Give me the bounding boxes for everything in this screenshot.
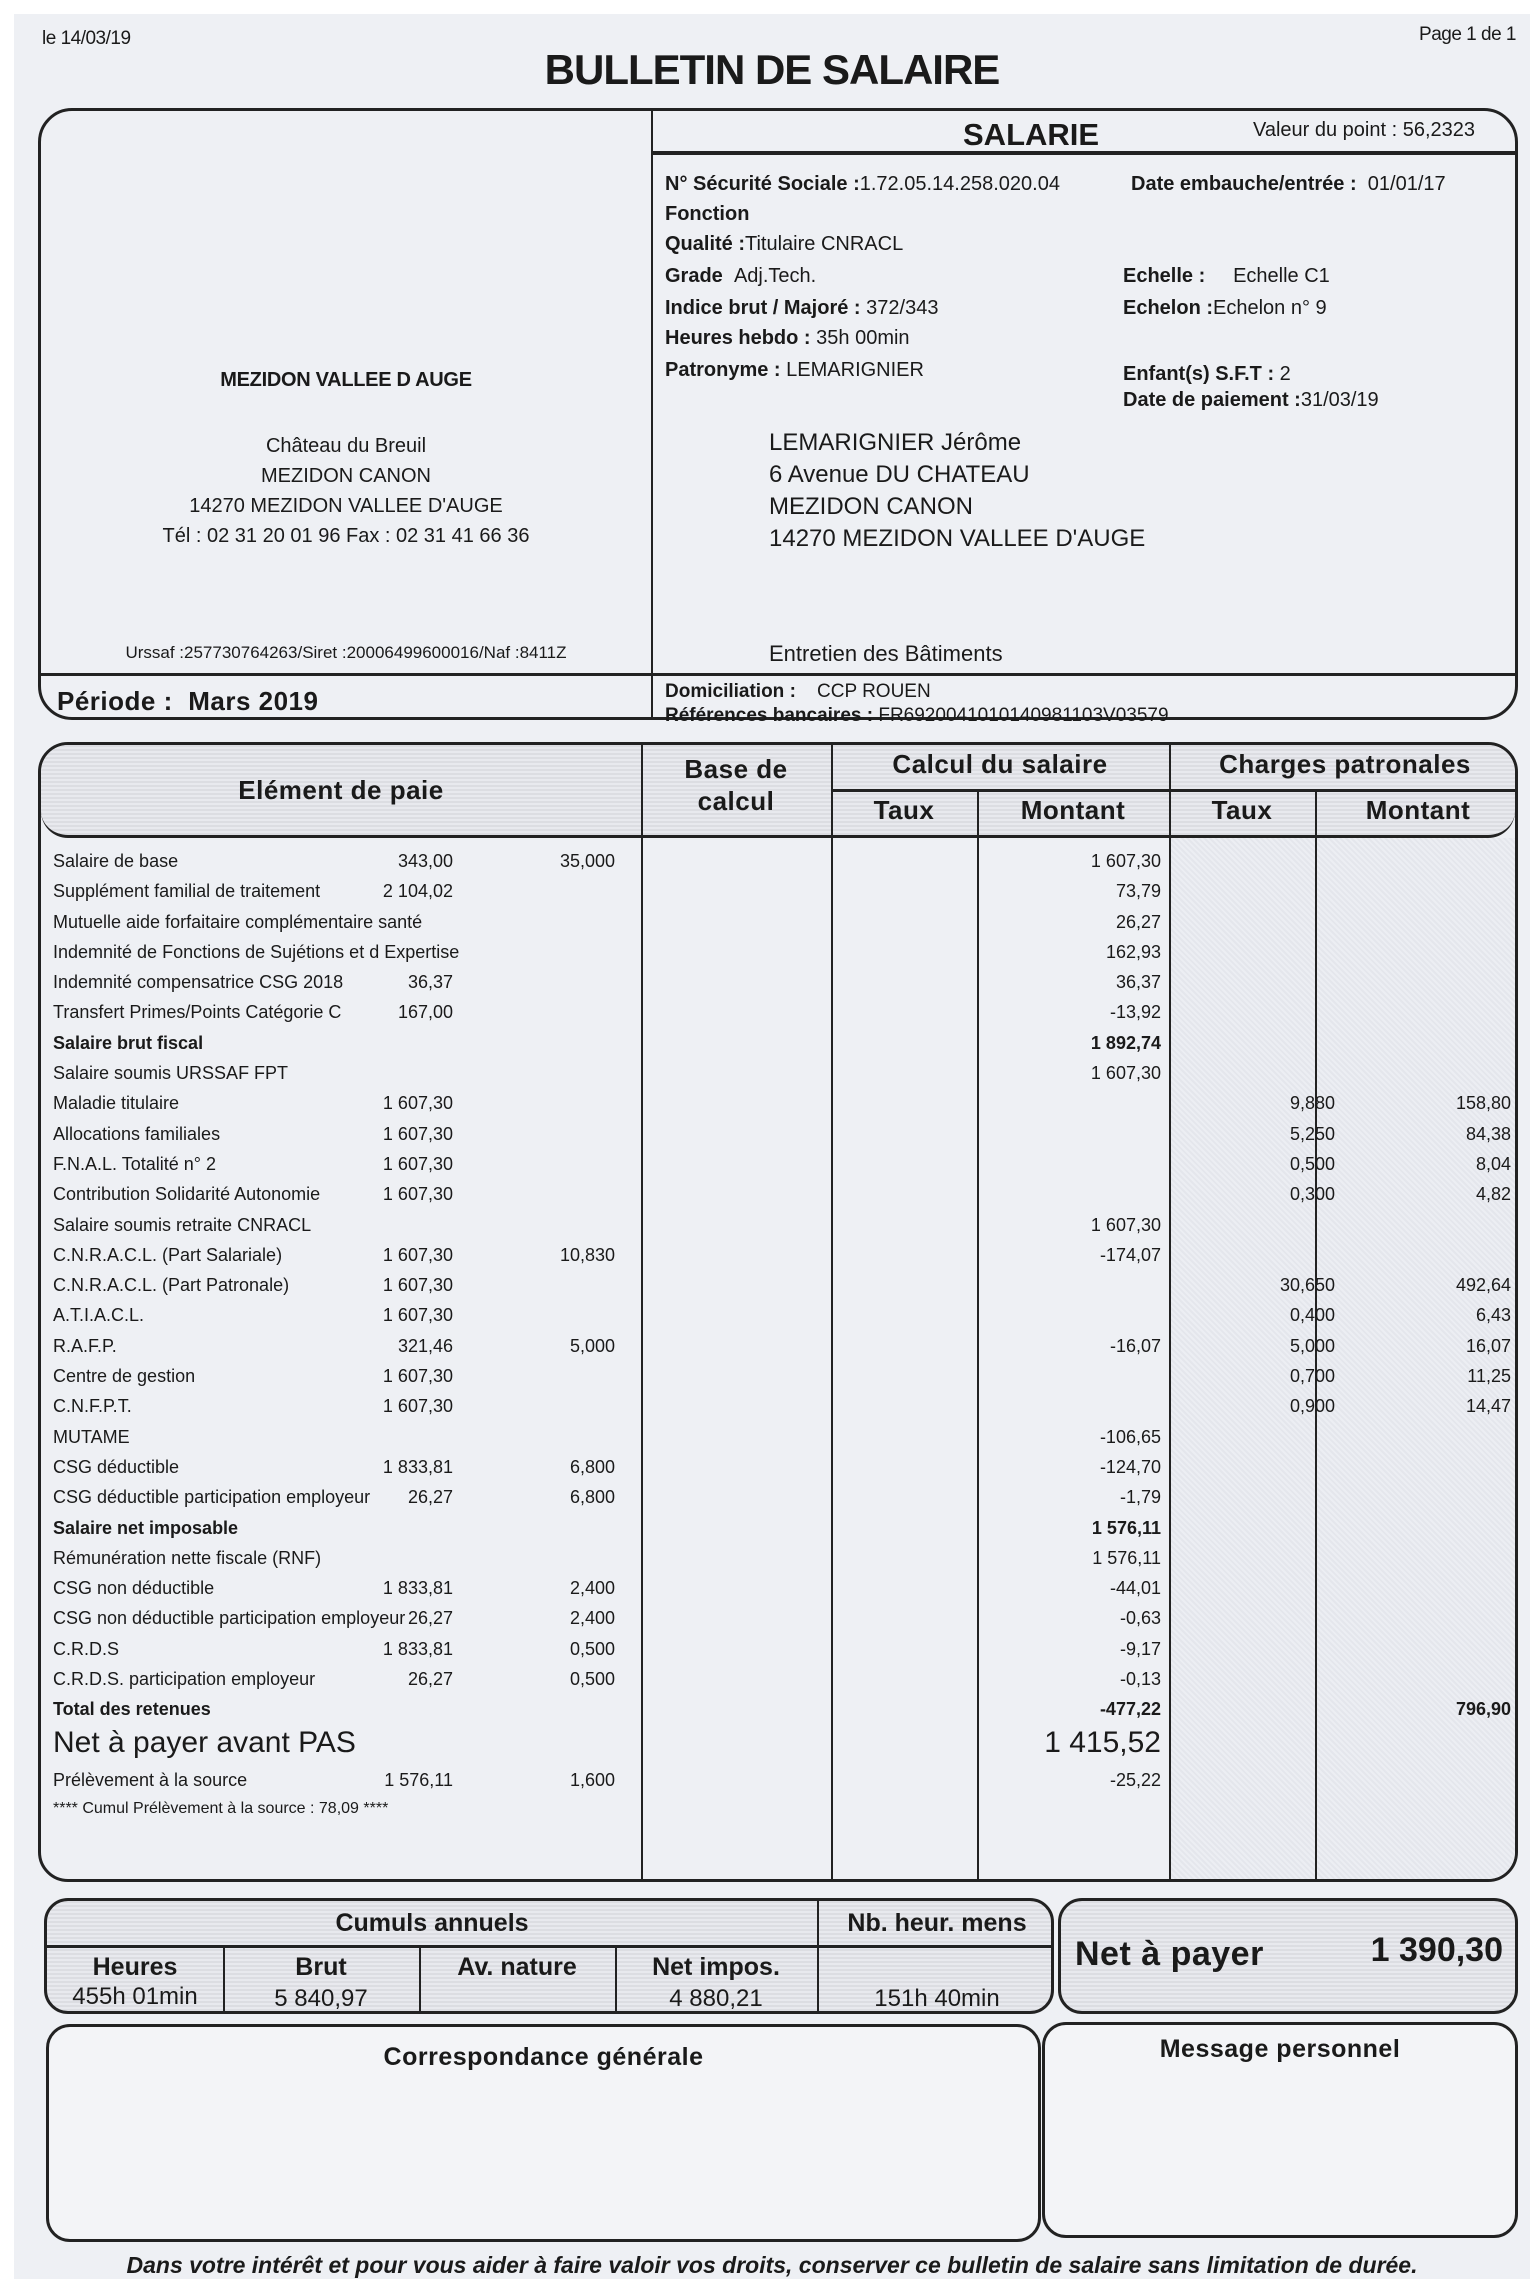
enfants-field — [1123, 363, 1291, 386]
table-row — [41, 1239, 1515, 1269]
row-label: CSG déductible participation employeur — [53, 1487, 371, 1508]
row-taux: 2,400 — [569, 1578, 615, 1599]
row-employer-taux: 9,880 — [1289, 1093, 1335, 1114]
bank-field — [665, 705, 1169, 727]
row-label: Maladie titulaire — [53, 1093, 180, 1114]
header-ptaux: Taux — [1211, 795, 1273, 825]
row-base: 1 607,30 — [382, 1275, 453, 1296]
employer-phone: Tél : 02 31 20 01 96 Fax : 02 31 41 66 36 — [162, 525, 530, 547]
row-label: Mutuelle aide forfaitaire complémentaire santé — [53, 911, 423, 932]
row-employer-montant: 8,04 — [1475, 1153, 1511, 1174]
net-pay-box — [1058, 1898, 1518, 2014]
row-base: 167,00 — [397, 1002, 453, 1023]
row-montant: -1,79 — [1119, 1487, 1161, 1508]
paiement-value: 31/03/19 — [1300, 389, 1379, 411]
row-label: F.N.A.L. Totalité n° 2 — [53, 1153, 216, 1174]
divider — [1315, 789, 1317, 835]
divider — [831, 745, 833, 835]
row-montant: -44,01 — [1109, 1578, 1161, 1599]
header-element: Elément de paie — [238, 775, 444, 805]
paiement-field — [1123, 389, 1379, 412]
row-employer-taux: 30,650 — [1279, 1275, 1335, 1296]
employer-address — [41, 431, 651, 551]
echelon-label: Echelon : — [1123, 297, 1214, 319]
row-base: 1 833,81 — [382, 1578, 453, 1599]
row-label: Salaire net imposable — [53, 1517, 239, 1538]
cumul-heures: 455h 01min — [72, 1983, 198, 2010]
page-number: Page 1 de 1 — [1419, 24, 1516, 45]
cumul-header-brut: Brut — [295, 1953, 347, 1981]
cumul-header-heures: Heures — [92, 1953, 178, 1981]
row-employer-montant: 796,90 — [1455, 1699, 1511, 1720]
row-base: 26,27 — [407, 1669, 453, 1690]
document-title: BULLETIN DE SALAIRE — [544, 46, 1000, 93]
heures-label: Heures hebdo : — [665, 327, 811, 349]
indice-value: 372/343 — [866, 297, 939, 319]
row-base: 1 607,30 — [382, 1366, 453, 1387]
table-row — [41, 1148, 1515, 1178]
qualite-label: Qualité : — [665, 233, 746, 255]
row-base: 36,37 — [407, 972, 453, 993]
indice-label: Indice brut / Majoré : — [665, 297, 861, 319]
row-montant: 73,79 — [1115, 881, 1161, 902]
employer-ids: Urssaf :257730764263/Siret :20006499600016/Naf :8411Z — [125, 643, 567, 662]
correspondance-box — [46, 2024, 1041, 2242]
header-pmontant: Montant — [1365, 795, 1471, 825]
row-montant: 36,37 — [1115, 972, 1161, 993]
row-base: 321,46 — [397, 1335, 453, 1356]
table-row — [41, 1178, 1515, 1208]
table-row — [41, 996, 1515, 1026]
fonction-label: Fonction — [665, 203, 750, 225]
row-montant: 1 892,74 — [1090, 1032, 1161, 1053]
echelon-value: Echelon n° 9 — [1213, 297, 1327, 319]
employee-address-line: 14270 MEZIDON VALLEE D'AUGE — [769, 525, 1146, 552]
row-label: C.N.R.A.C.L. (Part Patronale) — [53, 1275, 290, 1296]
row-label: Prélèvement à la source — [53, 1769, 248, 1790]
hire-date-label: Date embauche/entrée : — [1131, 173, 1357, 195]
nb-heur-title: Nb. heur. mens — [847, 1909, 1027, 1937]
table-row — [41, 1269, 1515, 1299]
service: Entretien des Bâtiments — [769, 641, 1003, 666]
bank-value: FR6920041010140981103V03579 — [878, 705, 1169, 726]
row-label: CSG non déductible participation employeur — [53, 1608, 406, 1629]
row-label: C.N.R.A.C.L. (Part Salariale) — [53, 1244, 283, 1265]
pay-period — [57, 686, 318, 717]
grade-value: Adj.Tech. — [733, 265, 817, 287]
row-employer-taux: 5,000 — [1289, 1335, 1335, 1356]
row-employer-montant: 4,82 — [1475, 1184, 1511, 1205]
row-taux: 0,500 — [569, 1638, 615, 1659]
row-label: CSG non déductible — [53, 1578, 215, 1599]
row-employer-montant: 158,80 — [1455, 1093, 1511, 1114]
echelon-field — [1123, 297, 1327, 320]
header-taux: Taux — [873, 795, 935, 825]
row-employer-taux: 5,250 — [1289, 1123, 1335, 1144]
domiciliation-value: CCP ROUEN — [817, 681, 931, 702]
employer-address-line: Château du Breuil — [265, 435, 427, 457]
row-label: **** Cumul Prélèvement à la source : 78,09 **** — [53, 1799, 389, 1817]
row-base: 1 833,81 — [382, 1456, 453, 1477]
row-label: Rémunération nette fiscale (RNF) — [53, 1547, 322, 1568]
message-box — [1042, 2022, 1518, 2238]
divider — [641, 745, 643, 835]
divider — [831, 789, 1515, 792]
employer-section — [41, 111, 651, 717]
row-base: 1 607,30 — [382, 1305, 453, 1326]
fonction-field — [665, 203, 749, 226]
divider — [977, 789, 979, 835]
row-montant: 1 607,30 — [1090, 1214, 1161, 1235]
row-label: C.R.D.S — [53, 1638, 120, 1659]
grade-label: Grade — [665, 265, 723, 287]
cumul-net-impos: 4 880,21 — [669, 1985, 763, 2012]
salarie-header — [653, 111, 1515, 155]
correspondance-title: Correspondance générale — [383, 2043, 704, 2071]
row-base: 1 607,30 — [382, 1184, 453, 1205]
row-label: Net à payer avant PAS — [53, 1725, 356, 1759]
header-box — [38, 108, 1518, 726]
row-employer-taux: 0,300 — [1289, 1184, 1335, 1205]
employee-address — [769, 427, 1145, 555]
row-employer-montant: 6,43 — [1475, 1305, 1511, 1326]
row-montant: 1 415,52 — [1044, 1725, 1161, 1759]
row-label: CSG déductible — [53, 1456, 180, 1477]
grade-field — [665, 265, 816, 288]
table-row — [41, 1633, 1515, 1663]
domiciliation-label: Domiciliation : — [665, 681, 796, 702]
row-montant: -9,17 — [1119, 1638, 1161, 1659]
row-label: Salaire de base — [53, 851, 179, 871]
qualite-value: Titulaire CNRACL — [745, 233, 904, 255]
table-header — [41, 745, 1515, 838]
header-base-line: calcul — [697, 786, 775, 816]
cumuls-title: Cumuls annuels — [335, 1909, 529, 1937]
row-montant: -124,70 — [1099, 1456, 1161, 1477]
nb-heur-value: 151h 40min — [874, 1985, 1000, 2012]
row-taux: 0,500 — [569, 1669, 615, 1690]
row-taux: 5,000 — [569, 1335, 615, 1356]
hire-date-field — [1131, 173, 1446, 196]
row-base: 2 104,02 — [382, 881, 453, 902]
row-label: C.R.D.S. participation employeur — [53, 1669, 316, 1690]
heures-value: 35h 00min — [816, 327, 910, 349]
row-employer-montant: 492,64 — [1455, 1275, 1511, 1296]
employee-address-line: 6 Avenue DU CHATEAU — [769, 461, 1030, 488]
period-value: Mars 2019 — [188, 686, 319, 716]
row-label: Contribution Solidarité Autonomie — [53, 1184, 321, 1205]
table-row — [41, 906, 1515, 936]
row-base: 1 607,30 — [382, 1396, 453, 1417]
net-pay-label: Net à payer — [1075, 1935, 1264, 1973]
table-row — [41, 1572, 1515, 1602]
table-row — [41, 1299, 1515, 1329]
table-row — [41, 1451, 1515, 1481]
domiciliation-field — [665, 681, 931, 703]
row-montant: 1 576,11 — [1091, 1517, 1161, 1538]
row-base: 26,27 — [407, 1608, 453, 1629]
employer-address-line: MEZIDON CANON — [261, 465, 431, 487]
table-row — [41, 1794, 1515, 1824]
table-row — [41, 1724, 1515, 1764]
bank-label: Références bancaires : — [665, 705, 874, 726]
table-row — [41, 1693, 1515, 1723]
row-label: Allocations familiales — [53, 1123, 221, 1144]
row-base: 343,00 — [397, 851, 453, 871]
row-employer-montant: 84,38 — [1465, 1123, 1511, 1144]
heures-field — [665, 327, 910, 350]
employee-address-line: MEZIDON CANON — [769, 493, 973, 520]
table-row — [41, 1481, 1515, 1511]
row-employer-montant: 14,47 — [1465, 1396, 1511, 1417]
row-base: 26,27 — [407, 1487, 453, 1508]
row-label: Indemnité compensatrice CSG 2018 — [53, 972, 344, 993]
table-row — [41, 1057, 1515, 1087]
divider — [47, 1945, 1051, 1948]
payslip-page — [14, 14, 1530, 2279]
row-base: 1 833,81 — [382, 1638, 453, 1659]
row-base: 1 607,30 — [382, 1093, 453, 1114]
message-title: Message personnel — [1159, 2035, 1401, 2063]
table-row — [41, 1118, 1515, 1148]
table-body — [41, 845, 1515, 1824]
indice-field — [665, 297, 938, 320]
divider — [1169, 745, 1171, 835]
divider — [651, 111, 653, 717]
table-row — [41, 1602, 1515, 1632]
payslip-table — [38, 742, 1518, 1882]
row-label: Total des retenues — [53, 1699, 211, 1720]
row-montant: 162,93 — [1105, 941, 1161, 962]
employer-name: MEZIDON VALLEE D AUGE — [220, 369, 472, 391]
row-montant: 26,27 — [1115, 911, 1161, 932]
table-row — [41, 1542, 1515, 1572]
row-label: Salaire soumis retraite CNRACL — [53, 1214, 312, 1235]
row-employer-montant: 16,07 — [1465, 1335, 1511, 1356]
row-montant: 1 607,30 — [1090, 1063, 1161, 1084]
table-row — [41, 1390, 1515, 1420]
cumul-header-net-impos: Net impos. — [652, 1953, 780, 1981]
header-calcul: Calcul du salaire — [892, 749, 1108, 779]
row-taux: 1,600 — [569, 1769, 615, 1790]
table-row — [41, 1421, 1515, 1451]
row-taux: 10,830 — [559, 1244, 615, 1265]
row-taux: 6,800 — [569, 1487, 615, 1508]
row-montant: 1 576,11 — [1092, 1547, 1161, 1568]
cumul-brut: 5 840,97 — [274, 1985, 368, 2012]
row-label: MUTAME — [53, 1426, 130, 1447]
table-row — [41, 1087, 1515, 1117]
annual-totals — [44, 1898, 1054, 2014]
qualite-field — [665, 233, 903, 256]
secu-value: 1.72.05.14.258.020.04 — [859, 173, 1060, 195]
net-pay-value: 1 390,30 — [1370, 1931, 1503, 1969]
row-montant: -13,92 — [1109, 1002, 1161, 1023]
row-employer-taux: 0,500 — [1289, 1153, 1335, 1174]
header-montant: Montant — [1020, 795, 1126, 825]
enfants-label: Enfant(s) S.F.T : — [1123, 363, 1275, 385]
period-label: Période : — [57, 686, 173, 716]
row-montant: -25,22 — [1109, 1769, 1161, 1790]
header-charges: Charges patronales — [1219, 749, 1471, 779]
row-label: R.A.F.P. — [53, 1335, 117, 1356]
row-label: Centre de gestion — [53, 1366, 196, 1387]
echelle-value: Echelle C1 — [1233, 265, 1330, 287]
row-base: 1 607,30 — [382, 1244, 453, 1265]
row-employer-montant: 11,25 — [1467, 1366, 1511, 1387]
row-base: 1 607,30 — [382, 1153, 453, 1174]
salarie-title: SALARIE — [963, 117, 1100, 152]
row-label: Supplément familial de traitement — [53, 881, 321, 902]
echelle-field — [1123, 265, 1330, 288]
patronyme-field — [665, 359, 924, 382]
paiement-label: Date de paiement : — [1123, 389, 1301, 411]
secu-label: N° Sécurité Sociale : — [665, 173, 860, 195]
table-row — [41, 1209, 1515, 1239]
row-montant: 1 607,30 — [1090, 851, 1161, 871]
row-employer-taux: 0,400 — [1289, 1305, 1335, 1326]
row-label: Salaire soumis URSSAF FPT — [53, 1063, 289, 1084]
row-label: C.N.F.P.T. — [53, 1396, 132, 1417]
footer-notice: Dans votre intérêt et pour vous aider à faire valoir vos droits, conserver ce bulletin de salaire sans limitation de durée. — [126, 2252, 1418, 2278]
divider — [653, 673, 1515, 676]
row-base: 1 607,30 — [382, 1123, 453, 1144]
row-label: Indemnité de Fonctions de Sujétions et d Expertise — [53, 941, 460, 962]
table-row — [41, 1027, 1515, 1057]
echelle-label: Echelle : — [1123, 265, 1206, 287]
divider — [41, 673, 651, 676]
table-row — [41, 845, 1515, 875]
row-montant: -106,65 — [1099, 1426, 1161, 1447]
row-label: A.T.I.A.C.L. — [53, 1305, 145, 1326]
row-base: 1 576,11 — [384, 1769, 453, 1790]
row-label: Salaire brut fiscal — [53, 1032, 204, 1053]
header-base — [641, 753, 831, 817]
print-date: le 14/03/19 — [42, 28, 131, 49]
row-montant: -477,22 — [1099, 1699, 1161, 1720]
employee-name: LEMARIGNIER Jérôme — [769, 429, 1022, 456]
row-montant: -174,07 — [1099, 1244, 1161, 1265]
table-row — [41, 1330, 1515, 1360]
patronyme-label: Patronyme : — [665, 359, 781, 381]
table-row — [41, 966, 1515, 996]
row-employer-taux: 0,900 — [1289, 1396, 1335, 1417]
row-montant: -0,13 — [1119, 1669, 1161, 1690]
table-row — [41, 936, 1515, 966]
hire-date-value: 01/01/17 — [1367, 173, 1446, 195]
row-employer-taux: 0,700 — [1289, 1366, 1335, 1387]
point-value: Valeur du point : 56,2323 — [1252, 119, 1475, 141]
table-row — [41, 1360, 1515, 1390]
row-taux: 6,800 — [569, 1456, 615, 1477]
row-taux: 2,400 — [569, 1608, 615, 1629]
table-row — [41, 875, 1515, 905]
table-row — [41, 1512, 1515, 1542]
table-row — [41, 1663, 1515, 1693]
cumul-header-av-nature: Av. nature — [457, 1953, 577, 1981]
table-row — [41, 1764, 1515, 1794]
secu-field — [665, 173, 1060, 196]
enfants-value: 2 — [1279, 363, 1291, 385]
row-montant: -0,63 — [1119, 1608, 1161, 1629]
row-taux: 35,000 — [559, 851, 615, 871]
header-base-line: Base de — [684, 754, 788, 784]
patronyme-value: LEMARIGNIER — [786, 359, 924, 381]
employer-address-line: 14270 MEZIDON VALLEE D'AUGE — [189, 495, 503, 517]
row-montant: -16,07 — [1109, 1335, 1161, 1356]
row-label: Transfert Primes/Points Catégorie C — [53, 1002, 342, 1023]
